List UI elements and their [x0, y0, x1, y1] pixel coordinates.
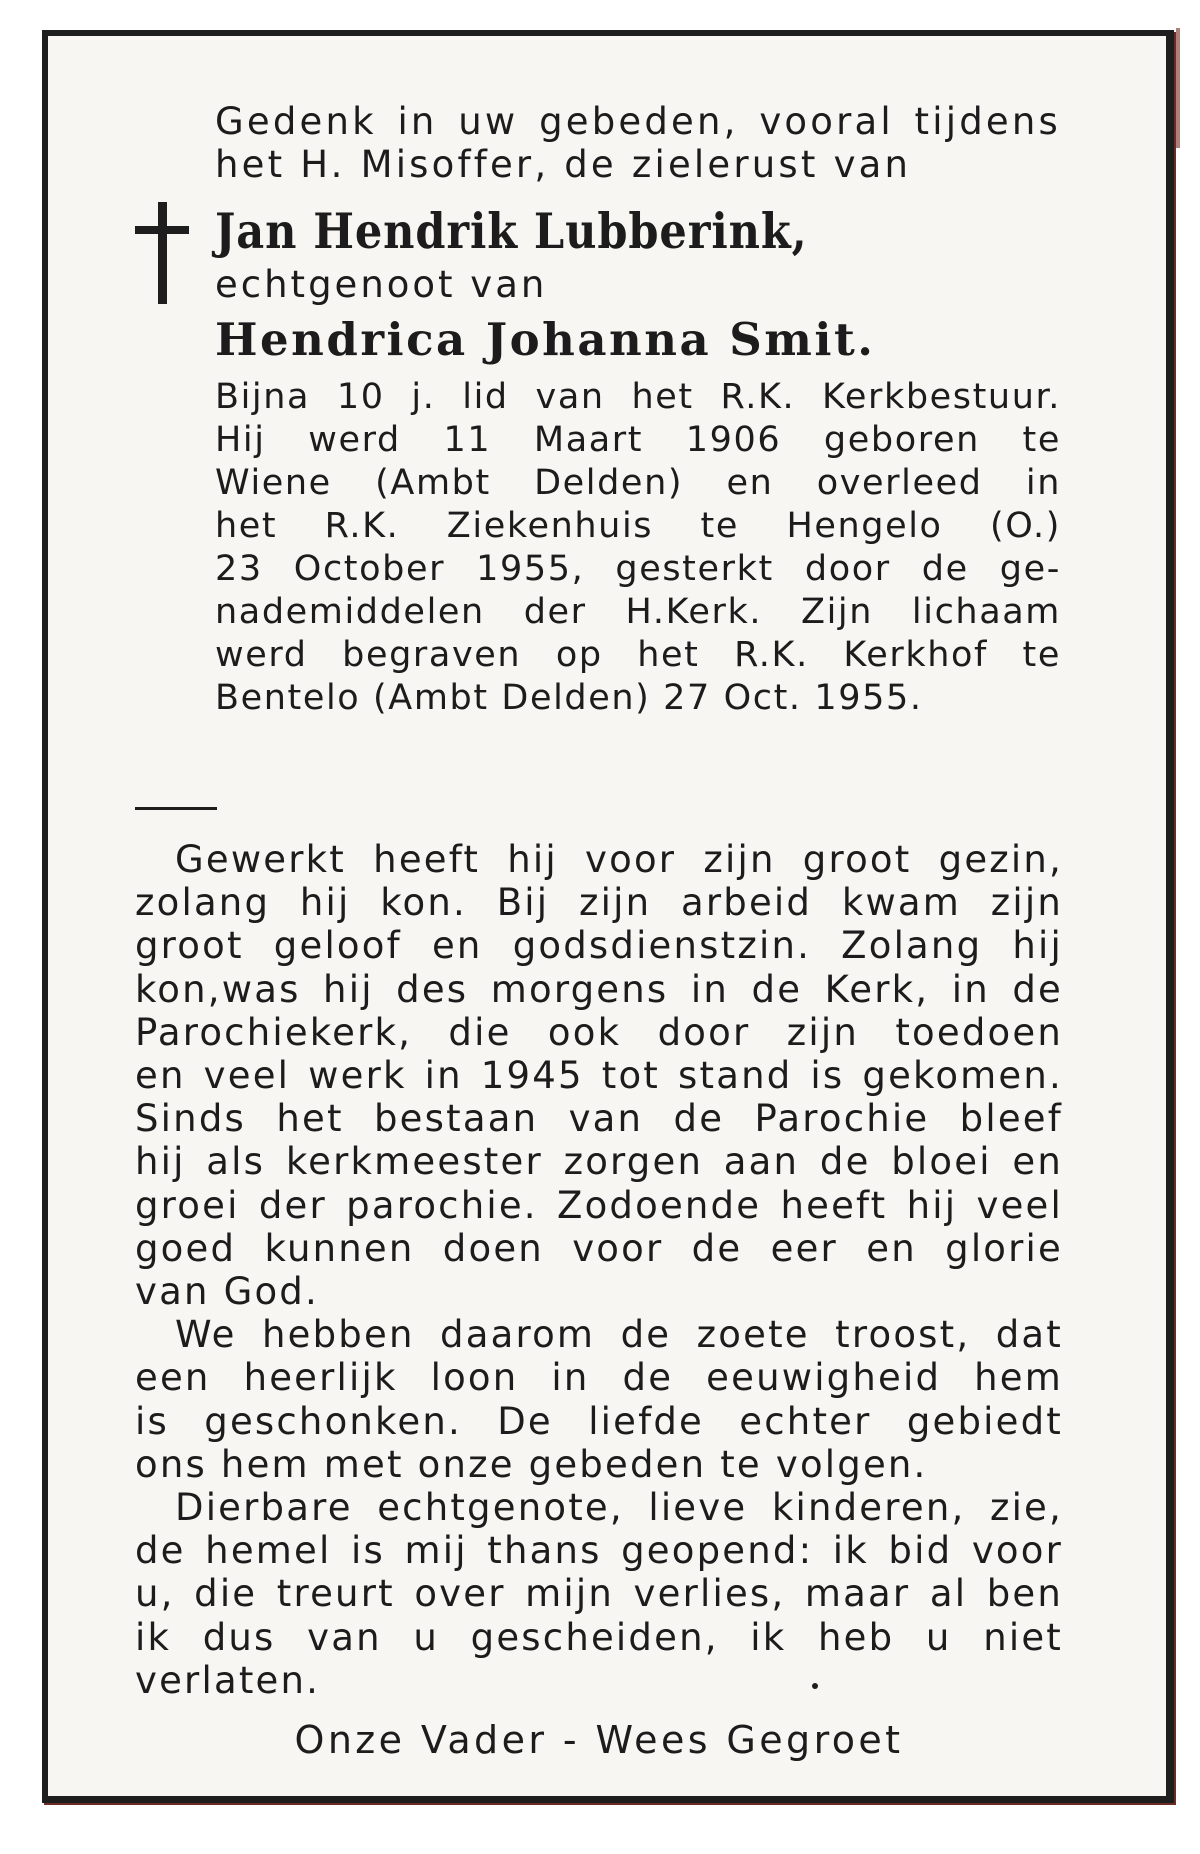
paragraph1-line: zolang hij kon. Bij zijn arbeid kwam zijn: [135, 881, 1063, 925]
biography-line: Hij werd 11 Maart 1906 geboren te: [215, 420, 1061, 460]
biography-line: het R.K. Ziekenhuis te Hengelo (O.): [215, 506, 1061, 546]
ink-dot: [812, 1683, 818, 1689]
deceased-name: Jan Hendrik Lubberink,: [215, 202, 808, 260]
paragraph3-line: Dierbare echtgenote, lieve kinderen, zie,: [175, 1486, 1063, 1530]
tribute-text: [135, 838, 1063, 1702]
paragraph1-line: Gewerkt heeft hij voor zijn groot gezin,: [175, 838, 1063, 881]
spouse-name: Hendrica Johanna Smit.: [215, 313, 876, 366]
paragraph1-line: kon,was hij des morgens in de Kerk, in de: [135, 967, 1063, 1011]
paragraph1-line: goed kunnen doen voor de eer en glorie: [135, 1226, 1063, 1270]
biography: [215, 376, 1061, 720]
biography-line: nademiddelen der H.Kerk. Zijn lichaam: [215, 592, 1061, 632]
paragraph2-line: is geschonken. De liefde echter gebiedt: [135, 1399, 1063, 1443]
paragraph1-line: hij als kerkmeester zorgen aan de bloei en: [135, 1140, 1063, 1184]
paragraph2-line: een heerlijk loon in de eeuwigheid hem: [135, 1356, 1063, 1400]
prayers-footer: Onze Vader - Wees Gegroet: [294, 1718, 904, 1762]
biography-line: Bentelo (Ambt Delden) 27 Oct. 1955.: [215, 678, 923, 718]
biography-line: Bijna 10 j. lid van het R.K. Kerkbestuur.: [215, 377, 1061, 417]
spouse-label: echtgenoot van: [215, 263, 548, 306]
cross-icon: [133, 198, 191, 308]
biography-line: Wiene (Ambt Delden) en overleed in: [215, 463, 1061, 503]
paragraph2-line: ons hem met onze gebeden te volgen.: [135, 1442, 928, 1486]
paragraph2-line: We hebben daarom de zoete troost, dat: [175, 1313, 1063, 1357]
paragraph3-line: verlaten.: [135, 1658, 321, 1702]
paragraph1-line: groot geloof en godsdienstzin. Zolang hij: [135, 924, 1063, 968]
biography-line: 23 October 1955, gesterkt door de ge-: [215, 549, 1061, 589]
paragraph1-line: en veel werk in 1945 tot stand is gekomen.: [135, 1054, 1063, 1098]
biography-line: werd begraven op het R.K. Kerkhof te: [215, 635, 1061, 675]
divider: [135, 807, 217, 810]
paragraph1-line: Parochiekerk, die ook door zijn toedoen: [135, 1010, 1063, 1054]
paragraph1-line: groei der parochie. Zodoende heeft hij veel: [135, 1183, 1063, 1227]
paragraph3-line: de hemel is mij thans geopend: ik bid voor: [135, 1529, 1063, 1573]
intro-line-2: het H. Misoffer, de zielerust van: [215, 143, 912, 186]
paragraph1-line: Sinds het bestaan van de Parochie bleef: [135, 1097, 1063, 1141]
paragraph3-line: ik dus van u gescheiden, ik heb u niet: [135, 1615, 1063, 1659]
paragraph1-line: van God.: [135, 1270, 319, 1314]
paragraph3-line: u, die treurt over mijn verlies, maar al ben: [135, 1572, 1063, 1616]
header-block: [215, 100, 1061, 720]
intro-line-1: Gedenk in uw gebeden, vooral tijdens: [215, 100, 1061, 143]
